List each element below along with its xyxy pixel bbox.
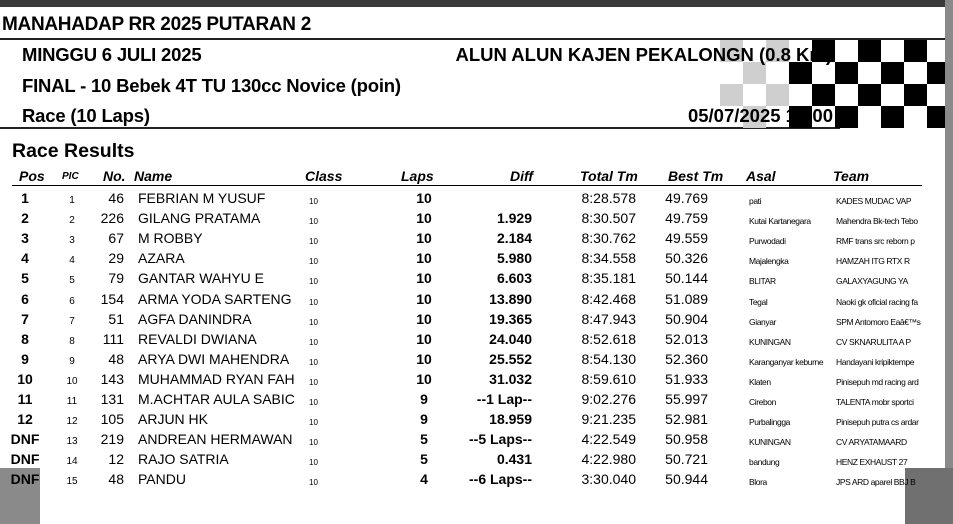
best-time-cell: 50.721 <box>665 451 708 468</box>
flag-square <box>812 84 835 106</box>
team-cell: CV SKNARULITA A P <box>836 336 911 347</box>
event-date: MINGGU 6 JULI 2025 <box>22 44 202 65</box>
origin-cell: Klaten <box>749 376 771 387</box>
pic-cell: 6 <box>69 295 75 307</box>
origin-cell: bandung <box>749 457 780 468</box>
rider-name-cell: ARMA YODA SARTENG <box>138 290 292 307</box>
race-datetime: 05/07/2025 13:00 <box>687 105 833 126</box>
rider-number-cell: 79 <box>108 270 124 287</box>
pic-cell: 14 <box>66 456 78 468</box>
rider-number-cell: 131 <box>100 391 124 407</box>
pic-cell: 1 <box>69 195 75 206</box>
flag-square <box>904 84 927 106</box>
laps-cell: 10 <box>416 350 432 367</box>
total-time-cell: 8:54.130 <box>581 350 636 367</box>
origin-cell: KUNINGAN <box>749 437 791 448</box>
best-time-cell: 50.144 <box>665 270 708 287</box>
table-row <box>0 329 945 349</box>
class-cell: 10 <box>309 377 318 387</box>
race-laps: Race (10 Laps) <box>22 105 150 126</box>
origin-cell: pati <box>749 196 762 206</box>
table-header-rule <box>12 185 922 186</box>
race-class: FINAL - 10 Bebek 4T TU 130cc Novice (poin) <box>22 75 401 96</box>
rider-number-cell: 48 <box>108 350 124 367</box>
position-cell: 2 <box>21 210 29 227</box>
best-time-cell: 52.360 <box>665 350 708 367</box>
class-cell: 10 <box>309 257 318 267</box>
table-row <box>0 409 945 429</box>
diff-cell: --6 Laps-- <box>469 471 532 488</box>
class-cell: 10 <box>309 458 318 468</box>
diff-cell: 31.032 <box>489 370 532 387</box>
diff-cell: 19.365 <box>489 310 532 327</box>
class-cell: 10 <box>309 337 318 347</box>
col-best: Best Tm <box>668 168 724 184</box>
diff-cell: 13.890 <box>489 290 532 307</box>
best-time-cell: 51.933 <box>665 370 708 387</box>
pic-cell: 10 <box>66 375 78 387</box>
class-cell: 10 <box>309 438 318 448</box>
laps-cell: 9 <box>420 411 428 428</box>
col-asal: Asal <box>746 168 776 184</box>
diff-cell: 24.040 <box>489 330 532 347</box>
rider-number-cell: 226 <box>100 210 124 227</box>
team-cell: CV ARYATAMAARD <box>836 437 907 448</box>
best-time-cell: 50.958 <box>665 431 708 448</box>
flag-square <box>881 106 904 128</box>
team-cell: Pinisepuh md racing ard <box>836 376 919 387</box>
laps-cell: 4 <box>420 471 428 488</box>
pic-cell: 4 <box>69 255 75 267</box>
rider-number-cell: 67 <box>108 230 124 247</box>
flag-square <box>766 84 789 106</box>
laps-cell: 9 <box>420 391 428 407</box>
position-cell: 11 <box>17 391 33 407</box>
rider-number-cell: 51 <box>108 310 124 327</box>
total-time-cell: 8:42.468 <box>581 290 636 307</box>
total-time-cell: 9:02.276 <box>581 391 636 407</box>
rider-name-cell: ANDREAN HERMAWAN <box>138 431 293 448</box>
table-row <box>0 248 945 268</box>
col-no: No. <box>103 168 126 184</box>
best-time-cell: 49.759 <box>665 210 708 227</box>
best-time-cell: 50.326 <box>665 250 708 267</box>
total-time-cell: 3:30.040 <box>581 471 636 488</box>
rider-name-cell: MUHAMMAD RYAN FAH <box>138 370 295 387</box>
origin-cell: Blora <box>749 477 767 488</box>
team-cell: KADES MUDAC VAP <box>836 196 912 206</box>
rider-number-cell: 105 <box>100 411 124 428</box>
class-cell: 10 <box>309 357 318 367</box>
col-class: Class <box>305 168 343 184</box>
laps-cell: 10 <box>416 270 432 287</box>
flag-square <box>904 40 927 62</box>
table-row <box>0 289 945 309</box>
position-cell: 6 <box>21 290 29 307</box>
rider-name-cell: M.ACHTAR AULA SABIC <box>138 391 295 407</box>
pic-cell: 8 <box>69 335 75 347</box>
diff-cell: 2.184 <box>496 230 532 247</box>
rider-number-cell: 48 <box>108 471 124 488</box>
total-time-cell: 8:28.578 <box>581 190 636 206</box>
total-time-cell: 8:30.762 <box>581 230 636 247</box>
table-row <box>0 449 945 469</box>
position-cell: DNF <box>10 451 40 468</box>
team-cell: RMF trans src reborn p <box>836 236 915 247</box>
total-time-cell: 9:21.235 <box>581 411 636 428</box>
rider-number-cell: 111 <box>102 330 124 347</box>
class-cell: 10 <box>309 237 318 247</box>
team-cell: Naoki gk oficial racing fa <box>836 296 918 307</box>
origin-cell: Kutai Kartanegara <box>749 216 811 227</box>
rider-number-cell: 12 <box>108 451 124 468</box>
rider-number-cell: 219 <box>100 431 124 448</box>
laps-cell: 10 <box>416 330 432 347</box>
pic-cell: 7 <box>69 315 75 327</box>
table-row <box>0 228 945 248</box>
rider-number-cell: 154 <box>100 290 124 307</box>
diff-cell: 18.959 <box>489 411 532 428</box>
total-time-cell: 8:30.507 <box>581 210 636 227</box>
class-cell: 10 <box>309 317 318 327</box>
table-header <box>0 168 945 185</box>
team-cell: TALENTA mobr sportci <box>836 397 914 407</box>
origin-cell: Tegal <box>749 296 768 307</box>
rider-name-cell: FEBRIAN M YUSUF <box>138 190 266 206</box>
position-cell: 12 <box>17 411 33 428</box>
flag-square <box>927 62 945 84</box>
table-row <box>0 369 945 389</box>
rider-name-cell: GILANG PRATAMA <box>138 210 261 227</box>
class-cell: 10 <box>309 217 318 227</box>
col-pos: Pos <box>19 168 45 184</box>
laps-cell: 10 <box>416 230 432 247</box>
best-time-cell: 55.997 <box>665 391 708 407</box>
position-cell: DNF <box>10 431 40 448</box>
class-cell: 10 <box>309 197 318 206</box>
rider-name-cell: ARJUN HK <box>138 411 209 428</box>
col-team: Team <box>833 168 870 184</box>
flag-square <box>858 40 881 62</box>
table-row <box>0 188 945 208</box>
total-time-cell: 8:47.943 <box>581 310 636 327</box>
team-cell: Pinisepuh putra cs ardar <box>836 417 919 428</box>
flag-square <box>858 84 881 106</box>
pic-cell: 3 <box>69 235 75 247</box>
best-time-cell: 50.944 <box>665 471 708 488</box>
flag-square <box>835 62 858 84</box>
position-cell: 4 <box>21 250 29 267</box>
position-cell: 5 <box>21 270 29 287</box>
col-pic: PIC <box>62 171 79 182</box>
best-time-cell: 49.769 <box>665 190 708 206</box>
rider-number-cell: 46 <box>108 190 124 206</box>
class-cell: 10 <box>309 418 318 428</box>
team-cell: HAMZAH ITG RTX R <box>836 256 910 267</box>
best-time-cell: 52.981 <box>665 411 708 428</box>
event-venue: ALUN ALUN KAJEN PEKALONGN (0.8 Km) <box>455 44 832 65</box>
total-time-cell: 8:59.610 <box>581 370 636 387</box>
best-time-cell: 52.013 <box>665 330 708 347</box>
diff-cell: 0.431 <box>496 451 532 468</box>
position-cell: 3 <box>21 230 29 247</box>
class-cell: 10 <box>309 478 318 488</box>
flag-square <box>927 106 945 128</box>
pic-cell: 11 <box>66 396 78 407</box>
position-cell: DNF <box>10 471 40 488</box>
diff-cell: 5.980 <box>496 250 532 267</box>
header-divider <box>0 127 840 129</box>
origin-cell: Karanganyar keburne <box>749 356 824 367</box>
flag-square <box>835 106 858 128</box>
team-cell: GALAXYAGUNG YA <box>836 276 908 287</box>
table-row <box>0 268 945 288</box>
rider-number-cell: 143 <box>100 370 124 387</box>
table-row <box>0 208 945 228</box>
class-cell: 10 <box>309 297 318 307</box>
table-row <box>0 349 945 369</box>
col-name: Name <box>134 168 173 184</box>
laps-cell: 10 <box>416 290 432 307</box>
position-cell: 1 <box>21 190 29 206</box>
position-cell: 8 <box>21 330 29 347</box>
rider-name-cell: REVALDI DWIANA <box>138 330 257 347</box>
table-row <box>0 389 945 409</box>
rider-name-cell: RAJO SATRIA <box>138 451 229 468</box>
col-total: Total Tm <box>580 168 638 184</box>
event-title: MANAHADAP RR 2025 PUTARAN 2 <box>2 14 311 35</box>
rider-number-cell: 29 <box>108 250 124 267</box>
laps-cell: 10 <box>416 210 432 227</box>
rider-name-cell: PANDU <box>138 471 186 488</box>
results-heading: Race Results <box>12 140 135 162</box>
team-cell: JPS ARD aparel BBJ B <box>836 477 916 488</box>
total-time-cell: 4:22.549 <box>581 431 636 448</box>
origin-cell: Gianyar <box>749 316 776 327</box>
team-cell: Mahendra Bk-tech Tebo <box>836 216 918 227</box>
rider-name-cell: AGFA DANINDRA <box>138 310 252 327</box>
laps-cell: 10 <box>416 250 432 267</box>
diff-cell: --5 Laps-- <box>469 431 532 448</box>
best-time-cell: 51.089 <box>665 290 708 307</box>
position-cell: 10 <box>17 370 33 387</box>
flag-square <box>720 84 743 106</box>
table-row <box>0 469 945 489</box>
col-diff: Diff <box>510 168 534 184</box>
origin-cell: BLITAR <box>749 276 776 287</box>
diff-cell: 25.552 <box>489 350 532 367</box>
laps-cell: 10 <box>416 310 432 327</box>
pic-cell: 9 <box>69 355 75 367</box>
laps-cell: 5 <box>420 431 428 448</box>
laps-cell: 5 <box>420 451 428 468</box>
rider-name-cell: GANTAR WAHYU E <box>138 270 265 287</box>
diff-cell: 1.929 <box>496 210 532 227</box>
team-cell: Handayani kripiktempe <box>836 356 915 367</box>
diff-cell: 6.603 <box>496 270 532 287</box>
laps-cell: 10 <box>416 190 432 206</box>
position-cell: 7 <box>21 310 29 327</box>
origin-cell: Purbalingga <box>749 417 790 428</box>
best-time-cell: 49.559 <box>665 230 708 247</box>
pic-cell: 2 <box>69 215 75 227</box>
table-row <box>0 429 945 449</box>
team-cell: HENZ EXHAUST 27 <box>836 457 908 468</box>
rider-name-cell: AZARA <box>138 250 185 267</box>
diff-cell: --1 Lap-- <box>476 391 532 407</box>
rider-name-cell: M ROBBY <box>138 230 203 247</box>
total-time-cell: 8:35.181 <box>581 270 636 287</box>
position-cell: 9 <box>21 350 29 367</box>
team-cell: SPM Antomoro Eaâ€™s <box>836 316 921 327</box>
flag-square <box>881 62 904 84</box>
laps-cell: 10 <box>416 370 432 387</box>
best-time-cell: 50.904 <box>665 310 708 327</box>
origin-cell: Purwodadi <box>749 236 786 247</box>
top-border <box>0 0 945 7</box>
rider-name-cell: ARYA DWI MAHENDRA <box>138 350 290 367</box>
total-time-cell: 4:22.980 <box>581 451 636 468</box>
total-time-cell: 8:52.618 <box>581 330 636 347</box>
pic-cell: 5 <box>69 275 75 287</box>
total-time-cell: 8:34.558 <box>581 250 636 267</box>
pic-cell: 13 <box>66 436 78 448</box>
col-laps: Laps <box>401 168 434 184</box>
class-cell: 10 <box>309 398 318 407</box>
pic-cell: 15 <box>66 476 78 488</box>
class-cell: 10 <box>309 277 318 287</box>
pic-cell: 12 <box>66 416 78 428</box>
origin-cell: KUNINGAN <box>749 336 791 347</box>
table-row <box>0 309 945 329</box>
origin-cell: Majalengka <box>749 256 789 267</box>
origin-cell: Cirebon <box>749 397 776 407</box>
